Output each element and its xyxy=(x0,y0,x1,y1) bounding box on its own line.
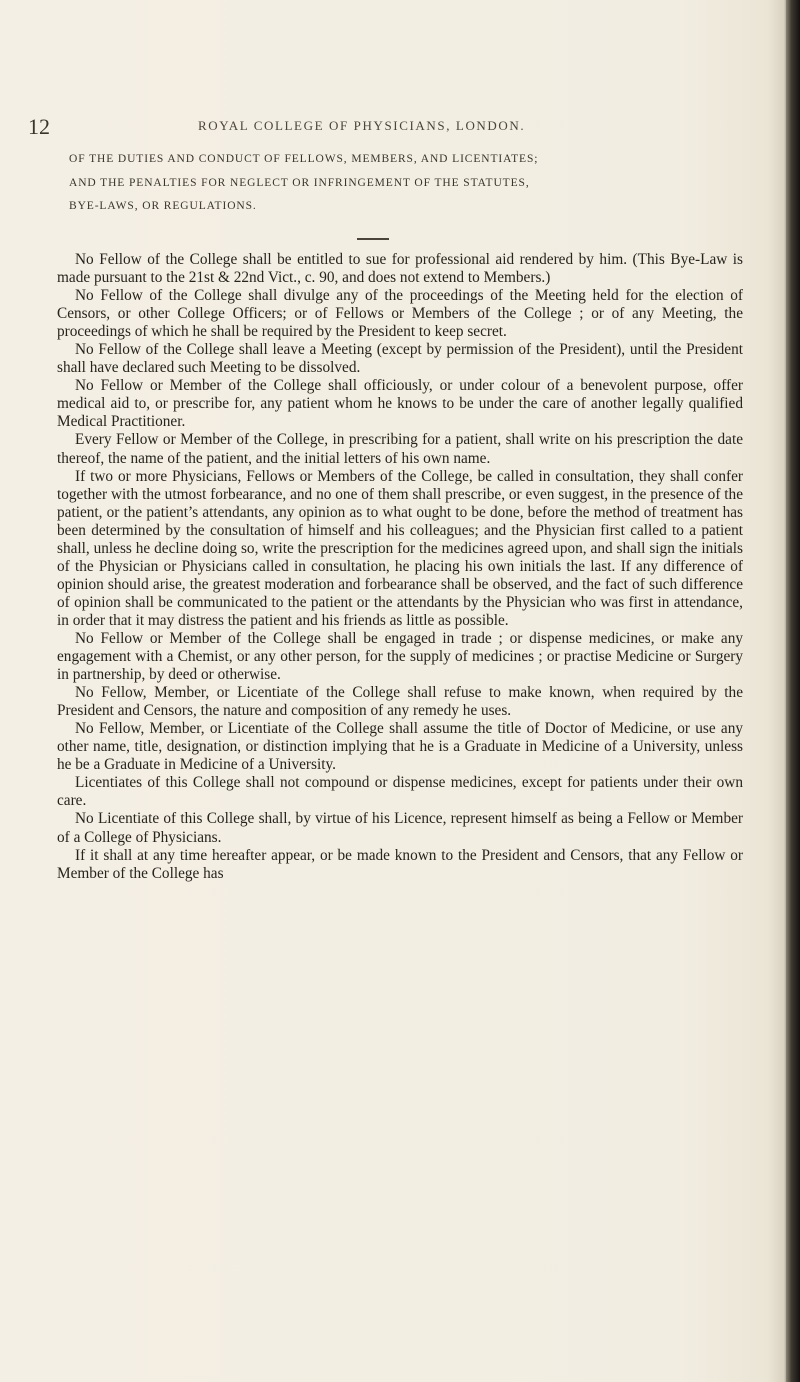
running-head-title: ROYAL COLLEGE OF PHYSICIANS, LONDON. xyxy=(198,118,526,133)
book-spine-shadow xyxy=(786,0,800,1382)
paragraph: No Licentiate of this College shall, by virtue of his Licence, represent himself as being a Fellow or Member of a College of Physicians. xyxy=(57,810,743,846)
section-rule xyxy=(357,238,389,240)
paragraph: No Fellow or Member of the College shall be engaged in trade ; or dispense medicines, or make any engagement with a Chemist, or any other person, for the supply of medicines ; or practise Medicine or Surgery in partnership, by deed or otherwise. xyxy=(57,629,743,684)
body-text xyxy=(57,251,743,883)
paragraph: No Fellow or Member of the College shall officiously, or under colour of a benevolent purpose, offer medical aid to, or prescribe for, any patient whom he knows to be under the care of another legally qualified Medical Practitioner. xyxy=(57,377,743,431)
section-heading-line: BYE-LAWS, OR REGULATIONS. xyxy=(69,200,257,212)
paragraph: No Fellow, Member, or Licentiate of the College shall assume the title of Doctor of Medicine, or use any other name, title, designation, or distinction implying that he is a Graduate in Medicine of a University, unless he be a Graduate in Medicine of a University. xyxy=(57,720,743,774)
paragraph: Every Fellow or Member of the College, in prescribing for a patient, shall write on his prescription the date thereof, the name of the patient, and the initial letters of his own name. xyxy=(57,431,743,467)
paragraph: No Fellow, Member, or Licentiate of the College shall refuse to make known, when required by the President and Censors, the nature and composition of any remedy he uses. xyxy=(57,684,743,720)
paragraph: No Fellow of the College shall leave a Meeting (except by permission of the President), until the President shall have declared such Meeting to be dissolved. xyxy=(57,341,743,377)
section-heading-line: OF THE DUTIES AND CONDUCT OF FELLOWS, MEMBERS, AND LICENTIATES; xyxy=(69,153,539,165)
page-number: 12 xyxy=(28,114,50,139)
paragraph: No Fellow of the College shall be entitled to sue for professional aid rendered by him. (This Bye-Law is made pursuant to the 21st & 22nd Vict., c. 90, and does not extend to Members.) xyxy=(57,251,743,287)
running-head xyxy=(28,114,748,138)
paragraph: Licentiates of this College shall not compound or dispense medicines, except for patients under their own care. xyxy=(57,774,743,810)
paragraph: If two or more Physicians, Fellows or Members of the College, be called in consultation, they shall confer together with the utmost forbearance, and no one of them shall prescribe, or even suggest, in the presence of the patient, or the patient’s attendants, any opinion as to what ought to be done, before the method of treatment has been determined by the consultation of himself and his colleagues; and the Physician first called to a patient shall, unless he decline doing so, write the prescription for the medicines agreed upon, and shall sign the initials of the Physician or Physicians called in consultation, he placing his own initials the last. If any difference of opinion should arise, the greatest moderation and forbearance shall be observed, and the fact of such difference of opinion shall be communicated to the patient or the attendants by the Physician who was first in attendance, in order that it may distress the patient and his friends as little as possible. xyxy=(57,467,743,629)
paragraph: No Fellow of the College shall divulge any of the proceedings of the Meeting held for the election of Censors, or other College Officers; or of Fellows or Members of the College ; or of any Meeting, the proceedings of which he shall be required by the President to keep secret. xyxy=(57,287,743,341)
section-heading-line: AND THE PENALTIES FOR NEGLECT OR INFRINGEMENT OF THE STATUTES, xyxy=(69,176,530,189)
paragraph: If it shall at any time hereafter appear, or be made known to the President and Censors, that any Fellow or Member of the College has xyxy=(57,846,743,882)
section-heading xyxy=(69,148,719,219)
